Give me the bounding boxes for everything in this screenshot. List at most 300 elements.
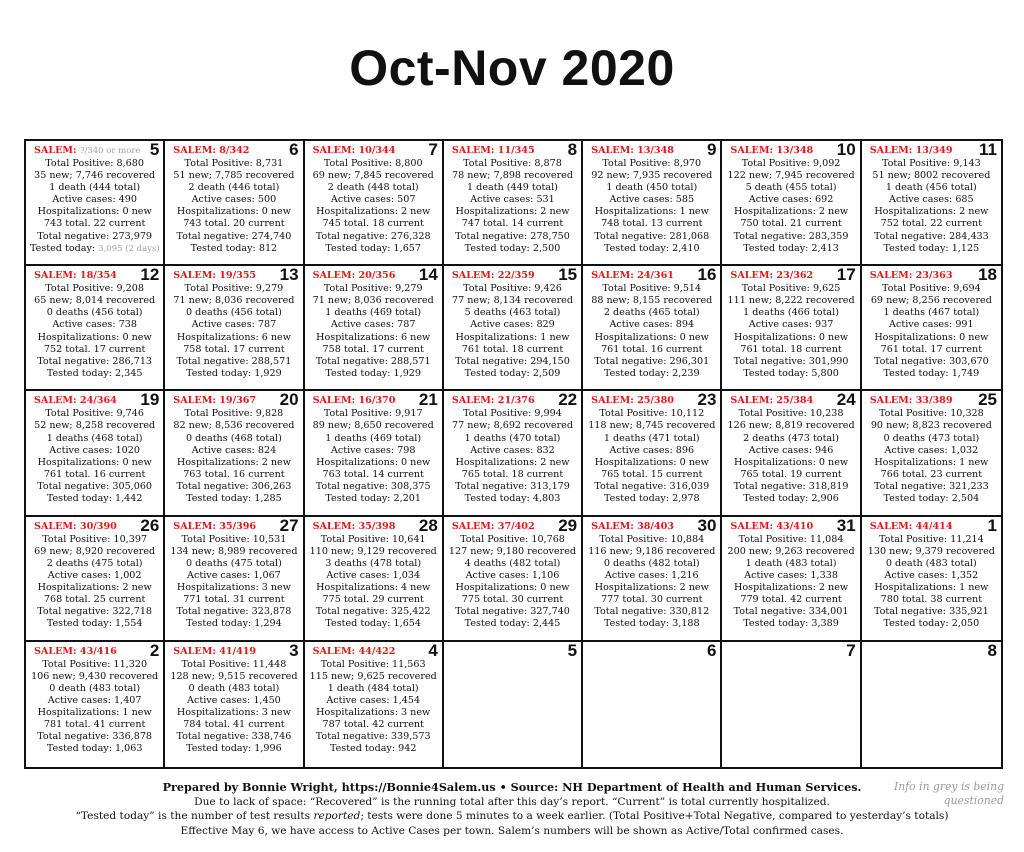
stat-line: Total Positive: 9,917 (323, 408, 423, 420)
footer (0, 780, 1024, 838)
calendar-day-cell (583, 517, 722, 642)
stat-line: 763 total. 16 current (183, 468, 285, 480)
stat-line: Tested today: 2,239 (603, 367, 700, 379)
stat-line: 743 total. 22 current (43, 218, 146, 230)
stat-line: 82 new; 8,536 recovered (173, 420, 295, 432)
salem-cases: SALEM: 13/348 (591, 145, 674, 156)
calendar-day-cell (722, 517, 861, 642)
salem-cases: SALEM: 18/354 (34, 270, 117, 282)
day-number: 9 (706, 141, 717, 159)
calendar-day-cell (722, 141, 861, 266)
stat-line: Hospitalizations: 2 new (455, 206, 570, 218)
stat-line: 5 death (455 total) (745, 182, 837, 194)
stat-line: Total Positive: 9,746 (45, 408, 144, 420)
stat-line: 1 deaths (466 total) (743, 307, 839, 319)
stat-line: Active cases: 896 (609, 444, 695, 456)
salem-cases: SALEM: 43/410 (730, 520, 814, 532)
stat-line: Active cases: 798 (330, 444, 416, 456)
salem-cases: SALEM: 8/342 (173, 145, 250, 156)
stat-line: Tested today: 2,345 (46, 367, 143, 379)
stat-line: Total Positive: 10,238 (738, 408, 844, 420)
day-number: 18 (978, 266, 997, 285)
day-number: 23 (697, 391, 717, 410)
stat-line: 1 death (444 total) (49, 182, 141, 194)
day-number: 11 (979, 141, 997, 159)
day-number: 3 (289, 641, 299, 660)
stat-line: 758 total. 17 current (322, 343, 424, 355)
page-title: Oct-Nov 2020 (349, 40, 675, 96)
stat-line: Total negative: 296,301 (594, 355, 710, 367)
stat-line: Hospitalizations: 2 new (734, 206, 849, 218)
stat-line: Total negative: 283,359 (733, 230, 849, 242)
stat-line: Total negative: 330,812 (594, 606, 710, 618)
salem-cases: SALEM: 35/398 (312, 520, 396, 532)
stat-line: 126 new; 8,819 recovered (727, 420, 855, 432)
stat-line: 65 new; 8,014 recovered (34, 295, 156, 307)
salem-cases: SALEM: 13/349 (869, 145, 953, 156)
day-number: 28 (418, 516, 438, 535)
stat-line: Hospitalizations: 2 new (594, 581, 709, 593)
stat-line: Total Positive: 8,878 (463, 158, 562, 169)
day-header (30, 141, 160, 159)
stat-line: Total negative: 301,990 (733, 355, 849, 367)
stat-line: 78 new; 7,898 recovered (451, 170, 574, 182)
stat-line: Tested today: 1,554 (46, 618, 143, 630)
stat-line: 51 new; 8002 recovered (872, 170, 991, 182)
stat-line: 761 total. 16 current (43, 468, 146, 480)
stat-line: Tested today: 1,442 (46, 493, 143, 505)
stat-line: Active cases: 685 (889, 194, 974, 206)
calendar-day-cell (862, 141, 1001, 266)
day-header (448, 266, 578, 285)
salem-cases: SALEM: 22/359 (451, 270, 535, 282)
stat-line: 89 new; 8,650 recovered (312, 420, 434, 432)
stat-line: Hospitalizations: 0 new (37, 331, 152, 343)
day-header (169, 266, 299, 285)
stat-line: Active cases: 692 (748, 194, 834, 206)
stat-line: Total Positive: 8,800 (323, 158, 423, 169)
stat-line: Total Positive: 8,680 (45, 158, 144, 169)
day-header (309, 641, 438, 660)
day-header (448, 391, 578, 410)
calendar-day-cell (165, 266, 304, 391)
calendar-day-cell (444, 391, 583, 516)
calendar-day-cell (26, 266, 165, 391)
stat-line: 77 new; 8,134 recovered (451, 295, 574, 307)
stat-line: Total Positive: 10,641 (320, 533, 426, 545)
stat-line: Active cases: 937 (748, 319, 834, 331)
stat-line: 765 total. 18 current (461, 468, 564, 480)
calendar-day-cell (862, 517, 1001, 642)
stat-line: Total negative: 325,422 (315, 606, 431, 618)
stat-line: 787 total. 42 current (322, 719, 424, 731)
stat-line: Total negative: 281,068 (594, 230, 710, 242)
stat-line: Tested today: 1,285 (186, 493, 282, 505)
stat-line: 2 death (446 total) (188, 182, 280, 194)
calendar-day-cell (444, 141, 583, 266)
day-number: 7 (428, 141, 438, 159)
stat-line: 127 new; 9,180 recovered (448, 545, 577, 557)
stat-line: 1 deaths (467 total) (883, 307, 980, 319)
stat-line: Hospitalizations: 3 new (316, 707, 431, 719)
stat-line: Total Positive: 9,514 (602, 283, 702, 295)
day-header (169, 516, 299, 535)
stat-line: Tested today: 2,413 (743, 242, 839, 254)
stat-line: Total negative: 294,150 (455, 355, 570, 367)
stat-line: Active cases: 1,454 (326, 695, 421, 707)
stat-line: Total Positive: 10,112 (599, 408, 705, 420)
stat-line: 3 deaths (478 total) (325, 557, 422, 569)
stat-line: 752 total. 17 current (43, 343, 146, 355)
stat-line: Hospitalizations: 0 new (455, 581, 570, 593)
stat-line: Hospitalizations: 0 new (594, 331, 709, 343)
stat-line: 765 total. 19 current (740, 468, 842, 480)
stat-line: 115 new; 9,625 recovered (309, 670, 437, 682)
salem-cases: SALEM: 25/380 (591, 395, 674, 407)
stat-line: Hospitalizations: 0 new (316, 456, 431, 468)
calendar-day-cell (165, 517, 304, 642)
stat-line: 1 deaths (471 total) (603, 432, 700, 444)
day-header (169, 141, 299, 159)
stat-line: Total Positive: 10,531 (181, 533, 287, 545)
salem-cases: SALEM: 35/396 (173, 520, 257, 532)
stat-line: 2 death (448 total) (327, 182, 419, 194)
stat-line: Total Positive: 9,828 (184, 408, 284, 420)
stat-line: Active cases: 1,216 (604, 569, 699, 581)
stat-line: 761 total. 18 current (461, 343, 564, 355)
calendar-day-cell (26, 517, 165, 642)
day-number: 31 (836, 516, 856, 535)
stat-line: Hospitalizations: 2 new (37, 581, 152, 593)
day-number: 15 (558, 266, 578, 285)
stat-line: Hospitalizations: 3 new (176, 707, 291, 719)
calendar-day-cell (305, 266, 444, 391)
day-header (448, 516, 578, 535)
stat-line: 743 total. 20 current (183, 218, 285, 230)
stat-line: 130 new; 9,379 recovered (867, 545, 995, 557)
day-header (866, 516, 997, 535)
stat-line: Hospitalizations: 1 new (594, 206, 709, 218)
stat-line: Hospitalizations: 0 new (874, 331, 989, 343)
day-number: 21 (418, 391, 438, 410)
stat-line: Hospitalizations: 0 new (594, 456, 709, 468)
salem-cases: SALEM: 24/364 (34, 395, 117, 407)
stat-line: 0 death (483 total) (885, 557, 977, 569)
stat-line: Total Positive: 8,970 (602, 158, 702, 169)
day-header (866, 641, 997, 660)
salem-cases: SALEM: 20/356 (312, 270, 396, 282)
day-header (726, 141, 856, 159)
stat-line: 77 new; 8,692 recovered (451, 420, 574, 432)
calendar-day-cell (722, 391, 861, 516)
stat-line: Hospitalizations: 0 new (734, 331, 849, 343)
stat-line: Active cases: 991 (889, 319, 974, 331)
stat-line: 90 new; 8,823 recovered (870, 420, 992, 432)
day-header (30, 516, 160, 535)
stat-line: 781 total. 41 current (43, 719, 146, 731)
stat-line: Active cases: 1,034 (326, 569, 421, 581)
stat-line: Total negative: 318,819 (733, 480, 849, 492)
stat-line: Total Positive: 11,214 (878, 533, 984, 545)
day-header (309, 391, 438, 410)
stat-line: Active cases: 1,106 (465, 569, 560, 581)
salem-cases: SALEM: 19/367 (173, 395, 257, 407)
stat-line: Hospitalizations: 2 new (316, 206, 431, 218)
stat-line: Tested today: 2,445 (464, 618, 561, 630)
salem-cases: SALEM: 19/355 (173, 270, 257, 282)
day-number: 25 (978, 391, 997, 410)
day-header (866, 266, 997, 285)
stat-line: Total Positive: 11,563 (320, 658, 426, 670)
stat-line: Total negative: 273,979 (37, 230, 153, 242)
stat-line: 761 total. 18 current (740, 343, 842, 355)
stat-line: Active cases: 1,002 (47, 569, 142, 581)
stat-line: Active cases: 585 (609, 194, 695, 206)
stat-line: 775 total. 30 current (461, 594, 564, 606)
day-number: 5 (149, 141, 160, 159)
stat-line: 765 total. 15 current (601, 468, 703, 480)
stat-line: Total Positive: 10,397 (42, 533, 148, 545)
day-number: 5 (567, 641, 578, 660)
stat-line: Tested today: 1,749 (883, 367, 980, 379)
day-number: 1 (987, 516, 997, 535)
stat-line: Total negative: 305,060 (37, 480, 153, 492)
footer-note-recovered: Due to lack of space: “Recovered” is the running total after this day’s report. “Current” is total currently hospitalized. (194, 795, 830, 808)
calendar-day-cell (26, 642, 165, 767)
salem-cases: SALEM: 10/344 (312, 145, 396, 156)
stat-line: 1 deaths (468 total) (46, 432, 143, 444)
stat-line: Total negative: 276,328 (315, 230, 431, 242)
day-header (309, 266, 438, 285)
stat-line: Active cases: 531 (470, 194, 555, 206)
stat-line: Hospitalizations: 1 new (455, 331, 570, 343)
stat-line: Total negative: 288,571 (315, 355, 431, 367)
stat-line: 69 new; 8,920 recovered (34, 545, 156, 557)
stat-line: Tested today: 1,654 (325, 618, 422, 630)
day-header (30, 266, 160, 285)
day-header (726, 391, 856, 410)
stat-line: 1 death (450 total) (606, 182, 698, 194)
stat-line: Tested today: 1,125 (883, 242, 980, 254)
stat-line: Total negative: 321,233 (873, 480, 989, 492)
calendar-day-cell (165, 391, 304, 516)
stat-line: Total negative: 278,750 (455, 230, 570, 242)
stat-line: Total negative: 334,001 (733, 606, 849, 618)
stat-line: Hospitalizations: 1 new (37, 707, 152, 719)
stat-line: Total negative: 306,263 (176, 480, 292, 492)
stat-line: 71 new; 8,036 recovered (312, 295, 434, 307)
day-number: 2 (149, 641, 160, 660)
calendar-day-cell (305, 517, 444, 642)
day-number: 19 (140, 391, 160, 410)
grey-info-note: Info in grey is being questioned (893, 780, 1004, 807)
calendar-day-cell (305, 141, 444, 266)
day-number: 6 (706, 641, 717, 660)
calendar-day-cell (862, 391, 1001, 516)
day-number: 10 (836, 141, 856, 159)
day-header (448, 141, 578, 159)
stat-line: Hospitalizations: 2 new (734, 581, 849, 593)
stat-line: 748 total. 13 current (601, 218, 703, 230)
stat-line: 2 deaths (465 total) (603, 307, 700, 319)
stat-line: Total negative: 288,571 (176, 355, 292, 367)
stat-line: Tested today: 1,063 (46, 743, 143, 755)
stat-line: Tested today: 942 (329, 743, 417, 755)
stat-line: Total Positive: 9,426 (463, 283, 562, 295)
stat-line: 761 total. 16 current (601, 343, 703, 355)
calendar-day-cell (722, 642, 861, 767)
stat-line: Active cases: 490 (52, 194, 137, 206)
stat-line: Total Positive: 9,279 (184, 283, 284, 295)
stat-line: Active cases: 500 (191, 194, 277, 206)
day-header (726, 516, 856, 535)
stat-line: Active cases: 894 (609, 319, 695, 331)
stat-line: Active cases: 507 (330, 194, 416, 206)
day-number: 30 (697, 516, 717, 535)
salem-cases: SALEM: 23/362 (730, 270, 814, 282)
salem-cases: SALEM: 41/419 (173, 645, 257, 657)
stat-line: 779 total. 42 current (740, 594, 842, 606)
calendar-day-cell (305, 391, 444, 516)
stat-line: Tested today: 2,410 (603, 242, 700, 254)
footer-note-tested: “Tested today” is the number of test results reported; tests were done 5 minutes to a week earlier. (Total Positive+Total Negative, compared to yesterday’s totals) (75, 810, 949, 822)
day-number: 8 (987, 641, 997, 660)
stat-line: 51 new; 7,785 recovered (173, 170, 295, 182)
day-number: 6 (289, 141, 299, 159)
calendar-day-cell (583, 642, 722, 767)
stat-line: 1 death (449 total) (467, 182, 558, 194)
stat-line: Active cases: 787 (191, 319, 277, 331)
stat-line: 5 deaths (463 total) (464, 307, 561, 319)
stat-line: Total negative: 327,740 (455, 606, 570, 618)
stat-line: 1 death (483 total) (745, 557, 837, 569)
day-number: 20 (279, 391, 299, 410)
stat-line: Total negative: 336,878 (37, 731, 153, 743)
stat-line: Active cases: 1020 (49, 444, 140, 456)
day-number: 4 (428, 641, 438, 660)
day-number: 17 (836, 266, 856, 285)
stat-line: 750 total. 21 current (740, 218, 842, 230)
stat-line: Hospitalizations: 1 new (874, 456, 989, 468)
stat-line: 69 new; 8,256 recovered (870, 295, 992, 307)
stat-line: Total Positive: 10,328 (878, 408, 984, 420)
stat-line: 1 deaths (469 total) (325, 432, 422, 444)
day-number: 27 (279, 516, 299, 535)
stat-line: 122 new; 7,945 recovered (727, 170, 855, 182)
stat-line: Hospitalizations: 3 new (176, 581, 291, 593)
salem-cases: SALEM: 38/403 (591, 520, 674, 532)
stat-line: Hospitalizations: 1 new (874, 581, 989, 593)
day-header (726, 266, 856, 285)
calendar-day-cell (26, 391, 165, 516)
stat-line: 92 new; 7,935 recovered (591, 170, 713, 182)
stat-line: 1 death (456 total) (885, 182, 977, 194)
stat-line: Active cases: 829 (470, 319, 555, 331)
stat-line: Active cases: 832 (470, 444, 555, 456)
day-number: 13 (279, 266, 299, 285)
stat-line: Total negative: 286,713 (37, 355, 153, 367)
day-number: 7 (846, 641, 856, 660)
stat-line: Active cases: 787 (330, 319, 416, 331)
calendar-day-cell (722, 266, 861, 391)
calendar-day-cell (444, 517, 583, 642)
day-header (587, 266, 717, 285)
stat-line: Tested today: 1,657 (325, 242, 422, 254)
stat-line: 768 total. 25 current (43, 594, 146, 606)
stat-line: Active cases: 1,407 (47, 695, 142, 707)
stat-line: Total negative: 284,433 (873, 230, 989, 242)
calendar-day-cell (444, 642, 583, 767)
day-header (309, 516, 438, 535)
stat-line: 775 total. 29 current (322, 594, 424, 606)
day-header (448, 641, 578, 660)
stat-line: 1 death (484 total) (327, 682, 419, 694)
stat-line: Hospitalizations: 0 new (37, 206, 152, 218)
stat-line: Tested today: 4,803 (464, 493, 561, 505)
stat-line: Total Positive: 9,279 (323, 283, 423, 295)
calendar-day-cell (165, 642, 304, 767)
day-header (169, 641, 299, 660)
salem-cases: SALEM: 44/414 (869, 520, 953, 532)
calendar-grid (24, 139, 1003, 769)
stat-line: 1 deaths (469 total) (325, 307, 422, 319)
salem-cases: SALEM: ?/340 or more (34, 145, 141, 156)
stat-line: 106 new; 9,430 recovered (31, 670, 159, 682)
stat-line: 134 new; 8,989 recovered (170, 545, 298, 557)
stat-line: 88 new; 8,155 recovered (591, 295, 713, 307)
salem-cases: SALEM: 25/384 (730, 395, 814, 407)
day-header (30, 391, 160, 410)
stat-line: 111 new; 8,222 recovered (727, 295, 855, 307)
day-number: 24 (836, 391, 856, 410)
stat-line: 1 deaths (470 total) (464, 432, 561, 444)
stat-line: Active cases: 1,338 (744, 569, 838, 581)
stat-line: Total negative: 335,921 (873, 606, 989, 618)
stat-line: 69 new; 7,845 recovered (312, 170, 434, 182)
stat-line: Hospitalizations: 6 new (176, 331, 291, 343)
day-header (866, 141, 997, 159)
stat-line: 200 new; 9,263 recovered (727, 545, 855, 557)
stat-line: 116 new; 9,186 recovered (588, 545, 716, 557)
stat-line: Hospitalizations: 0 new (734, 456, 849, 468)
day-header (169, 391, 299, 410)
footer-note-active: Effective May 6, we have access to Active Cases per town. Salem’s numbers will be shown as Active/Total confirmed cases. (180, 824, 844, 837)
day-header (726, 641, 856, 660)
stat-line: 771 total. 31 current (183, 594, 285, 606)
calendar-day-cell (862, 642, 1001, 767)
stat-line: Active cases: 824 (191, 444, 277, 456)
stat-line: Tested today: 812 (190, 242, 278, 254)
stat-line: 0 deaths (473 total) (883, 432, 980, 444)
stat-line: Tested today: 3,188 (603, 618, 700, 630)
stat-line: Active cases: 1,067 (187, 569, 281, 581)
day-header (587, 516, 717, 535)
stat-line: Total negative: 274,740 (176, 230, 292, 242)
stat-line: Active cases: 1,032 (884, 444, 979, 456)
day-number: 29 (558, 516, 578, 535)
calendar-day-cell (305, 642, 444, 767)
stat-line: Total negative: 313,179 (455, 480, 570, 492)
stat-line: Tested today: 2,504 (883, 493, 980, 505)
salem-cases: SALEM: 13/348 (730, 145, 814, 156)
stat-line: Tested today: 5,800 (743, 367, 839, 379)
stat-line: 763 total. 14 current (322, 468, 424, 480)
stat-line: Total negative: 316,039 (594, 480, 710, 492)
stat-line: Tested today: 2,050 (883, 618, 980, 630)
stat-line: 35 new; 7,746 recovered (34, 170, 156, 182)
stat-line: Tested today: 1,996 (186, 743, 282, 755)
stat-line: 2 deaths (473 total) (743, 432, 839, 444)
